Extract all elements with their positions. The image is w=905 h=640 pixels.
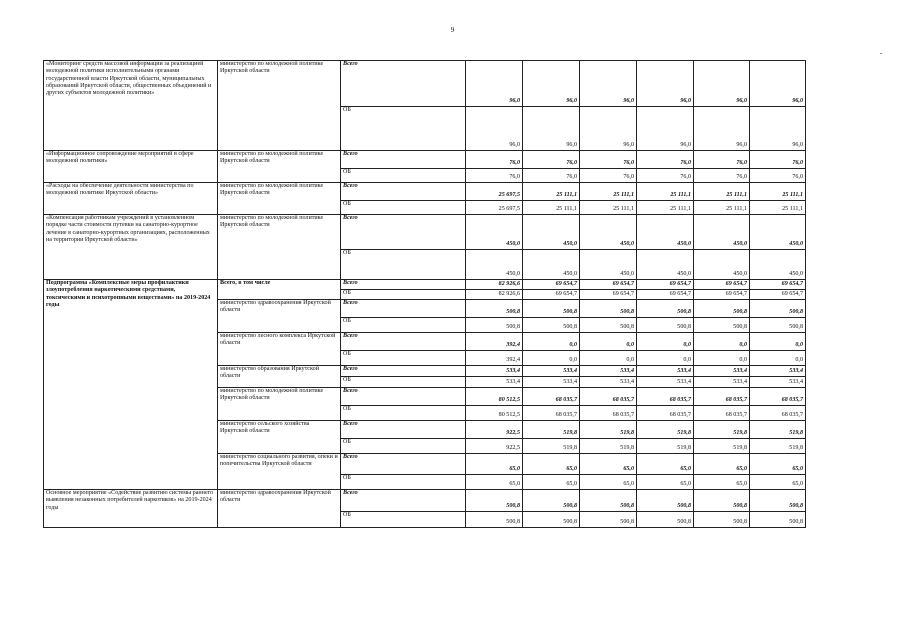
ob-value: 65,0 bbox=[523, 475, 580, 490]
executor-name: министерство образования Иркутской области bbox=[218, 366, 341, 388]
budget-type-ob: ОБ bbox=[341, 201, 466, 215]
total-value: 500,8 bbox=[750, 490, 806, 512]
total-value: 69 654,7 bbox=[637, 280, 694, 290]
total-value: 68 035,7 bbox=[750, 388, 806, 406]
ob-value: 76,0 bbox=[523, 169, 580, 183]
ob-value: 922,5 bbox=[466, 439, 523, 454]
total-value: 0,0 bbox=[580, 333, 637, 351]
total-value: 500,8 bbox=[580, 300, 637, 318]
ob-value: 500,8 bbox=[694, 512, 750, 528]
activity-name: «Информационное сопровождение мероприятий в сфере молодежной политики» bbox=[44, 151, 218, 183]
ob-value: 533,4 bbox=[637, 377, 694, 388]
total-value: 65,0 bbox=[466, 454, 523, 475]
ob-value: 500,8 bbox=[637, 318, 694, 333]
total-value: 500,8 bbox=[637, 300, 694, 318]
ob-value: 0,0 bbox=[750, 351, 806, 366]
total-value: 65,0 bbox=[694, 454, 750, 475]
total-value: 519,8 bbox=[750, 421, 806, 439]
ob-value: 68 035,7 bbox=[750, 406, 806, 421]
ob-value: 519,8 bbox=[694, 439, 750, 454]
ob-value: 76,0 bbox=[637, 169, 694, 183]
budget-type-total: Всего bbox=[341, 366, 466, 377]
ob-value: 500,8 bbox=[466, 512, 523, 528]
ob-value: 68 035,7 bbox=[523, 406, 580, 421]
ob-value: 80 512,5 bbox=[466, 406, 523, 421]
ob-value: 68 035,7 bbox=[580, 406, 637, 421]
ob-value: 69 654,7 bbox=[637, 290, 694, 300]
total-value: 65,0 bbox=[637, 454, 694, 475]
ob-value: 500,8 bbox=[466, 318, 523, 333]
total-value: 69 654,7 bbox=[580, 280, 637, 290]
ob-value: 500,8 bbox=[580, 512, 637, 528]
budget-type-total: Всего bbox=[341, 183, 466, 201]
ob-value: 76,0 bbox=[580, 169, 637, 183]
ob-value: 96,0 bbox=[750, 107, 806, 151]
ob-value: 25 111,1 bbox=[694, 201, 750, 215]
total-value: 533,4 bbox=[580, 366, 637, 377]
total-value: 0,0 bbox=[694, 333, 750, 351]
ob-value: 96,0 bbox=[580, 107, 637, 151]
ob-value: 533,4 bbox=[580, 377, 637, 388]
budget-type-ob: ОБ bbox=[341, 250, 466, 280]
total-value: 76,0 bbox=[694, 151, 750, 169]
ob-value: 82 926,6 bbox=[466, 290, 523, 300]
total-value: 500,8 bbox=[580, 490, 637, 512]
ob-value: 76,0 bbox=[694, 169, 750, 183]
ob-value: 25 697,5 bbox=[466, 201, 523, 215]
total-value: 533,4 bbox=[637, 366, 694, 377]
total-value: 25 111,1 bbox=[580, 183, 637, 201]
total-value: 25 111,1 bbox=[750, 183, 806, 201]
budget-type-ob: ОБ bbox=[341, 439, 466, 454]
ob-value: 450,0 bbox=[750, 250, 806, 280]
total-value: 65,0 bbox=[523, 454, 580, 475]
total-value: 68 035,7 bbox=[523, 388, 580, 406]
ob-value: 96,0 bbox=[523, 107, 580, 151]
total-value: 76,0 bbox=[523, 151, 580, 169]
total-value: 76,0 bbox=[750, 151, 806, 169]
ob-value: 25 111,1 bbox=[580, 201, 637, 215]
ob-value: 450,0 bbox=[580, 250, 637, 280]
ob-value: 519,8 bbox=[523, 439, 580, 454]
table-body bbox=[44, 61, 806, 528]
ob-value: 69 654,7 bbox=[580, 290, 637, 300]
executor-name: министерство по молодежной политике Иркутской области bbox=[218, 61, 341, 151]
activity-name: Основное мероприятие «Содействие развитию системы раннего выявления незаконных потребителей наркотиков» на 2019-2024 годы bbox=[44, 490, 218, 528]
total-value: 25 111,1 bbox=[523, 183, 580, 201]
executor-name: министерство по молодежной политике Иркутской области bbox=[218, 215, 341, 280]
total-value: 25 111,1 bbox=[694, 183, 750, 201]
total-value: 519,8 bbox=[694, 421, 750, 439]
executor-name: министерство социального развития, опеки и попечительства Иркутской области bbox=[218, 454, 341, 490]
total-value: 80 512,5 bbox=[466, 388, 523, 406]
ob-value: 500,8 bbox=[523, 512, 580, 528]
total-value: 500,8 bbox=[466, 300, 523, 318]
total-value: 922,5 bbox=[466, 421, 523, 439]
ob-value: 96,0 bbox=[694, 107, 750, 151]
total-value: 500,8 bbox=[694, 300, 750, 318]
table-row bbox=[44, 215, 806, 250]
ob-value: 450,0 bbox=[523, 250, 580, 280]
ob-value: 500,8 bbox=[637, 512, 694, 528]
total-value: 76,0 bbox=[580, 151, 637, 169]
ob-value: 65,0 bbox=[637, 475, 694, 490]
budget-type-total: Всего bbox=[341, 333, 466, 351]
total-value: 450,0 bbox=[466, 215, 523, 250]
total-value: 76,0 bbox=[466, 151, 523, 169]
total-value: 0,0 bbox=[523, 333, 580, 351]
ob-value: 519,8 bbox=[637, 439, 694, 454]
ob-value: 500,8 bbox=[580, 318, 637, 333]
executor-name: министерство лесного комплекса Иркутской области bbox=[218, 333, 341, 366]
ob-value: 25 111,1 bbox=[750, 201, 806, 215]
total-value: 96,0 bbox=[750, 61, 806, 107]
total-value: 69 654,7 bbox=[523, 280, 580, 290]
total-value: 96,0 bbox=[694, 61, 750, 107]
page-number: 9 bbox=[450, 26, 455, 34]
total-value: 68 035,7 bbox=[637, 388, 694, 406]
ob-value: 69 654,7 bbox=[523, 290, 580, 300]
budget-type-total: Всего bbox=[341, 215, 466, 250]
budget-type-ob: ОБ bbox=[341, 107, 466, 151]
total-value: 68 035,7 bbox=[694, 388, 750, 406]
executor-name: министерство по молодежной политике Иркутской области bbox=[218, 388, 341, 421]
budget-type-total: Всего bbox=[341, 151, 466, 169]
total-value: 82 926,6 bbox=[466, 280, 523, 290]
total-value: 500,8 bbox=[694, 490, 750, 512]
budget-type-total: Всего bbox=[341, 280, 466, 290]
ob-value: 450,0 bbox=[637, 250, 694, 280]
total-value: 392,4 bbox=[466, 333, 523, 351]
ob-value: 68 035,7 bbox=[694, 406, 750, 421]
ob-value: 0,0 bbox=[580, 351, 637, 366]
total-value: 500,8 bbox=[750, 300, 806, 318]
total-value: 533,4 bbox=[750, 366, 806, 377]
activity-name: «Расходы на обеспечение деятельности министерства по молодежной политике Иркутской области» bbox=[44, 183, 218, 215]
total-value: 0,0 bbox=[750, 333, 806, 351]
executor-name: министерство по молодежной политике Иркутской области bbox=[218, 183, 341, 215]
budget-type-ob: ОБ bbox=[341, 377, 466, 388]
ob-value: 25 111,1 bbox=[523, 201, 580, 215]
budget-type-ob: ОБ bbox=[341, 475, 466, 490]
executor-name: министерство сельского хозяйства Иркутской области bbox=[218, 421, 341, 454]
total-value: 533,4 bbox=[523, 366, 580, 377]
ob-value: 450,0 bbox=[466, 250, 523, 280]
ob-value: 392,4 bbox=[466, 351, 523, 366]
ob-value: 68 035,7 bbox=[637, 406, 694, 421]
table-row bbox=[44, 183, 806, 201]
budget-type-total: Всего bbox=[341, 61, 466, 107]
total-value: 96,0 bbox=[523, 61, 580, 107]
ob-value: 25 111,1 bbox=[637, 201, 694, 215]
total-value: 500,8 bbox=[637, 490, 694, 512]
budget-type-ob: ОБ bbox=[341, 406, 466, 421]
ob-value: 96,0 bbox=[637, 107, 694, 151]
table-row bbox=[44, 490, 806, 512]
total-value: 25 111,1 bbox=[637, 183, 694, 201]
subprogram-name: Подпрограмма «Комплексные меры профилактики злоупотребления наркотическими средствами, токсическими и психотропными веществами» на 2019-2024 годы bbox=[44, 280, 218, 490]
total-value: 76,0 bbox=[637, 151, 694, 169]
ob-value: 65,0 bbox=[580, 475, 637, 490]
executor-name: министерство здравоохранения Иркутской области bbox=[218, 300, 341, 333]
total-value: 533,4 bbox=[466, 366, 523, 377]
total-value: 0,0 bbox=[637, 333, 694, 351]
total-value: 450,0 bbox=[523, 215, 580, 250]
budget-type-ob: ОБ bbox=[341, 512, 466, 528]
ob-value: 69 654,7 bbox=[694, 290, 750, 300]
ob-value: 0,0 bbox=[637, 351, 694, 366]
total-value: 450,0 bbox=[694, 215, 750, 250]
total-value: 500,8 bbox=[523, 300, 580, 318]
total-value: 450,0 bbox=[637, 215, 694, 250]
total-value: 65,0 bbox=[750, 454, 806, 475]
budget-table bbox=[43, 60, 806, 528]
ob-value: 533,4 bbox=[750, 377, 806, 388]
table-row bbox=[44, 151, 806, 169]
budget-type-total: Всего bbox=[341, 388, 466, 406]
ob-value: 76,0 bbox=[750, 169, 806, 183]
activity-name: «Мониторинг средств массовой информации за реализацией молодежной политики исполнительными органами государственной власти Иркутской области, муниципальных образований Иркутской области, общественных объединений и других субъектов молодежной политики» bbox=[44, 61, 218, 151]
table-row bbox=[44, 61, 806, 107]
corner-mark: - bbox=[880, 49, 883, 57]
ob-value: 65,0 bbox=[750, 475, 806, 490]
activity-name: «Компенсация работникам учреждений в установленном порядке части стоимости путевки на санаторно-курортное лечение в санаторно-курортных организациях, расположенных на территории Иркутской области» bbox=[44, 215, 218, 280]
ob-value: 96,0 bbox=[466, 107, 523, 151]
ob-value: 0,0 bbox=[523, 351, 580, 366]
budget-type-ob: ОБ bbox=[341, 290, 466, 300]
ob-value: 519,8 bbox=[580, 439, 637, 454]
ob-value: 533,4 bbox=[523, 377, 580, 388]
ob-value: 0,0 bbox=[694, 351, 750, 366]
total-value: 533,4 bbox=[694, 366, 750, 377]
ob-value: 500,8 bbox=[694, 318, 750, 333]
ob-value: 69 654,7 bbox=[750, 290, 806, 300]
ob-value: 450,0 bbox=[694, 250, 750, 280]
subprogram-total-label: Всего, в том числе bbox=[218, 280, 341, 300]
total-value: 450,0 bbox=[750, 215, 806, 250]
total-value: 96,0 bbox=[637, 61, 694, 107]
total-value: 450,0 bbox=[580, 215, 637, 250]
total-value: 500,8 bbox=[466, 490, 523, 512]
total-value: 96,0 bbox=[466, 61, 523, 107]
budget-type-total: Всего bbox=[341, 454, 466, 475]
budget-type-total: Всего bbox=[341, 300, 466, 318]
budget-type-ob: ОБ bbox=[341, 351, 466, 366]
ob-value: 76,0 bbox=[466, 169, 523, 183]
ob-value: 500,8 bbox=[523, 318, 580, 333]
ob-value: 500,8 bbox=[750, 512, 806, 528]
budget-type-total: Всего bbox=[341, 490, 466, 512]
budget-type-ob: ОБ bbox=[341, 169, 466, 183]
ob-value: 533,4 bbox=[466, 377, 523, 388]
table-row bbox=[44, 280, 806, 290]
total-value: 65,0 bbox=[580, 454, 637, 475]
executor-name: министерство по молодежной политике Иркутской области bbox=[218, 151, 341, 183]
total-value: 500,8 bbox=[523, 490, 580, 512]
total-value: 25 697,5 bbox=[466, 183, 523, 201]
total-value: 69 654,7 bbox=[694, 280, 750, 290]
ob-value: 533,4 bbox=[694, 377, 750, 388]
ob-value: 500,8 bbox=[750, 318, 806, 333]
total-value: 519,8 bbox=[523, 421, 580, 439]
ob-value: 65,0 bbox=[466, 475, 523, 490]
total-value: 96,0 bbox=[580, 61, 637, 107]
total-value: 519,8 bbox=[580, 421, 637, 439]
ob-value: 65,0 bbox=[694, 475, 750, 490]
budget-type-total: Всего bbox=[341, 421, 466, 439]
total-value: 519,8 bbox=[637, 421, 694, 439]
budget-type-ob: ОБ bbox=[341, 318, 466, 333]
total-value: 69 654,7 bbox=[750, 280, 806, 290]
total-value: 68 035,7 bbox=[580, 388, 637, 406]
executor-name: министерство здравоохранения Иркутской области bbox=[218, 490, 341, 528]
ob-value: 519,8 bbox=[750, 439, 806, 454]
